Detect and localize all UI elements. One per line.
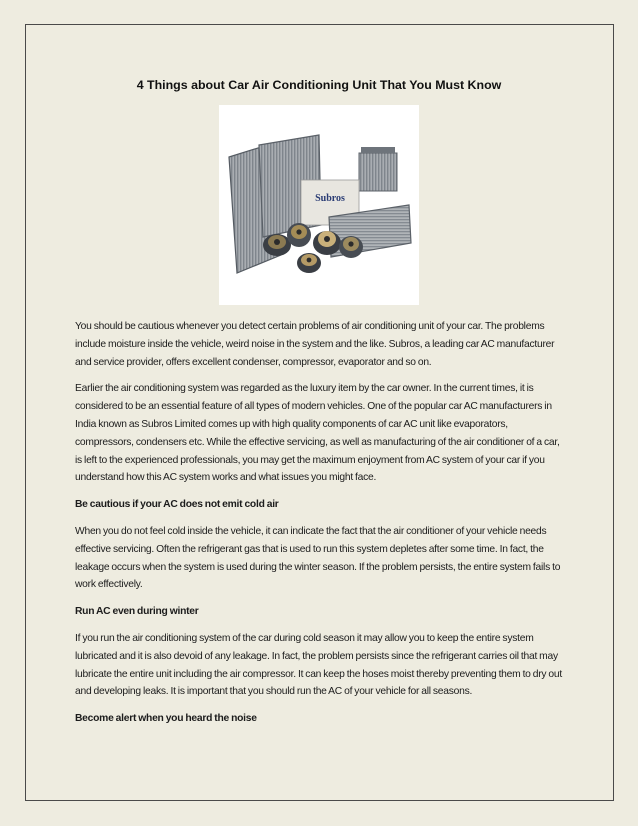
article-body [75,318,565,737]
paragraph-history: Earlier the air conditioning system was regarded as the luxury item by the car owner. In the current times, it is considered to be an essential feature of all types of modern vehicles. One of the popular car AC manufacturers in India known as Subros Limited comes up with high quality components of car AC unit like evaporators, compressors, condensers etc. While the effective servicing, as well as manufacturing of the air conditioner of a car, is left to the experienced professionals, you may get the maximum enjoyment from AC system of your car if you understand how this AC system works and what issues you might face. [75,383,560,484]
heading-cold-air: Be cautious if your AC does not emit cold air [75,499,279,511]
evaporator-core [359,153,397,191]
heading-noise: Become alert when you heard the noise [75,713,257,725]
subros-logo-text: Subros [315,193,345,204]
page-title: 4 Things about Car Air Conditioning Unit That You Must Know [136,78,502,92]
compressor-3 [313,231,341,255]
compressor-1 [263,234,291,256]
paragraph-winter: If you run the air conditioning system of the car during cold season it may allow you to keep the entire system lubricated and it is also devoid of any leakage. In fact, the problem persists since the refrigerant carries oil that may lubricate the entire unit including the air compressor. It can keep the hoses moist thereby preventing them to dry out and developing leaks. It is important that you should run the AC of your vehicle for all seasons. [75,632,563,698]
compressor-2 [287,223,311,247]
compressor-5 [297,253,321,273]
paragraph-cold-air: When you do not feel cold inside the vehicle, it can indicate the fact that the air conditioner of your vehicle needs effective servicing. Often the refrigerant gas that is used to run this system depletes after some time. In fact, the leakage occurs when the system is used during the winter season. If the problem persists, the entire system fails to work effectively. [75,525,561,591]
paragraph-intro: You should be cautious whenever you detect certain problems of air conditioning unit of your car. The problems include moisture inside the vehicle, weird noise in the system and the like. Subros, a leading car AC manufacturer and service provider, offers excellent condenser, compressor, evaporator and so on. [75,321,555,368]
heading-winter: Run AC even during winter [75,606,199,618]
product-photo [219,105,419,305]
compressor-4 [339,236,363,258]
